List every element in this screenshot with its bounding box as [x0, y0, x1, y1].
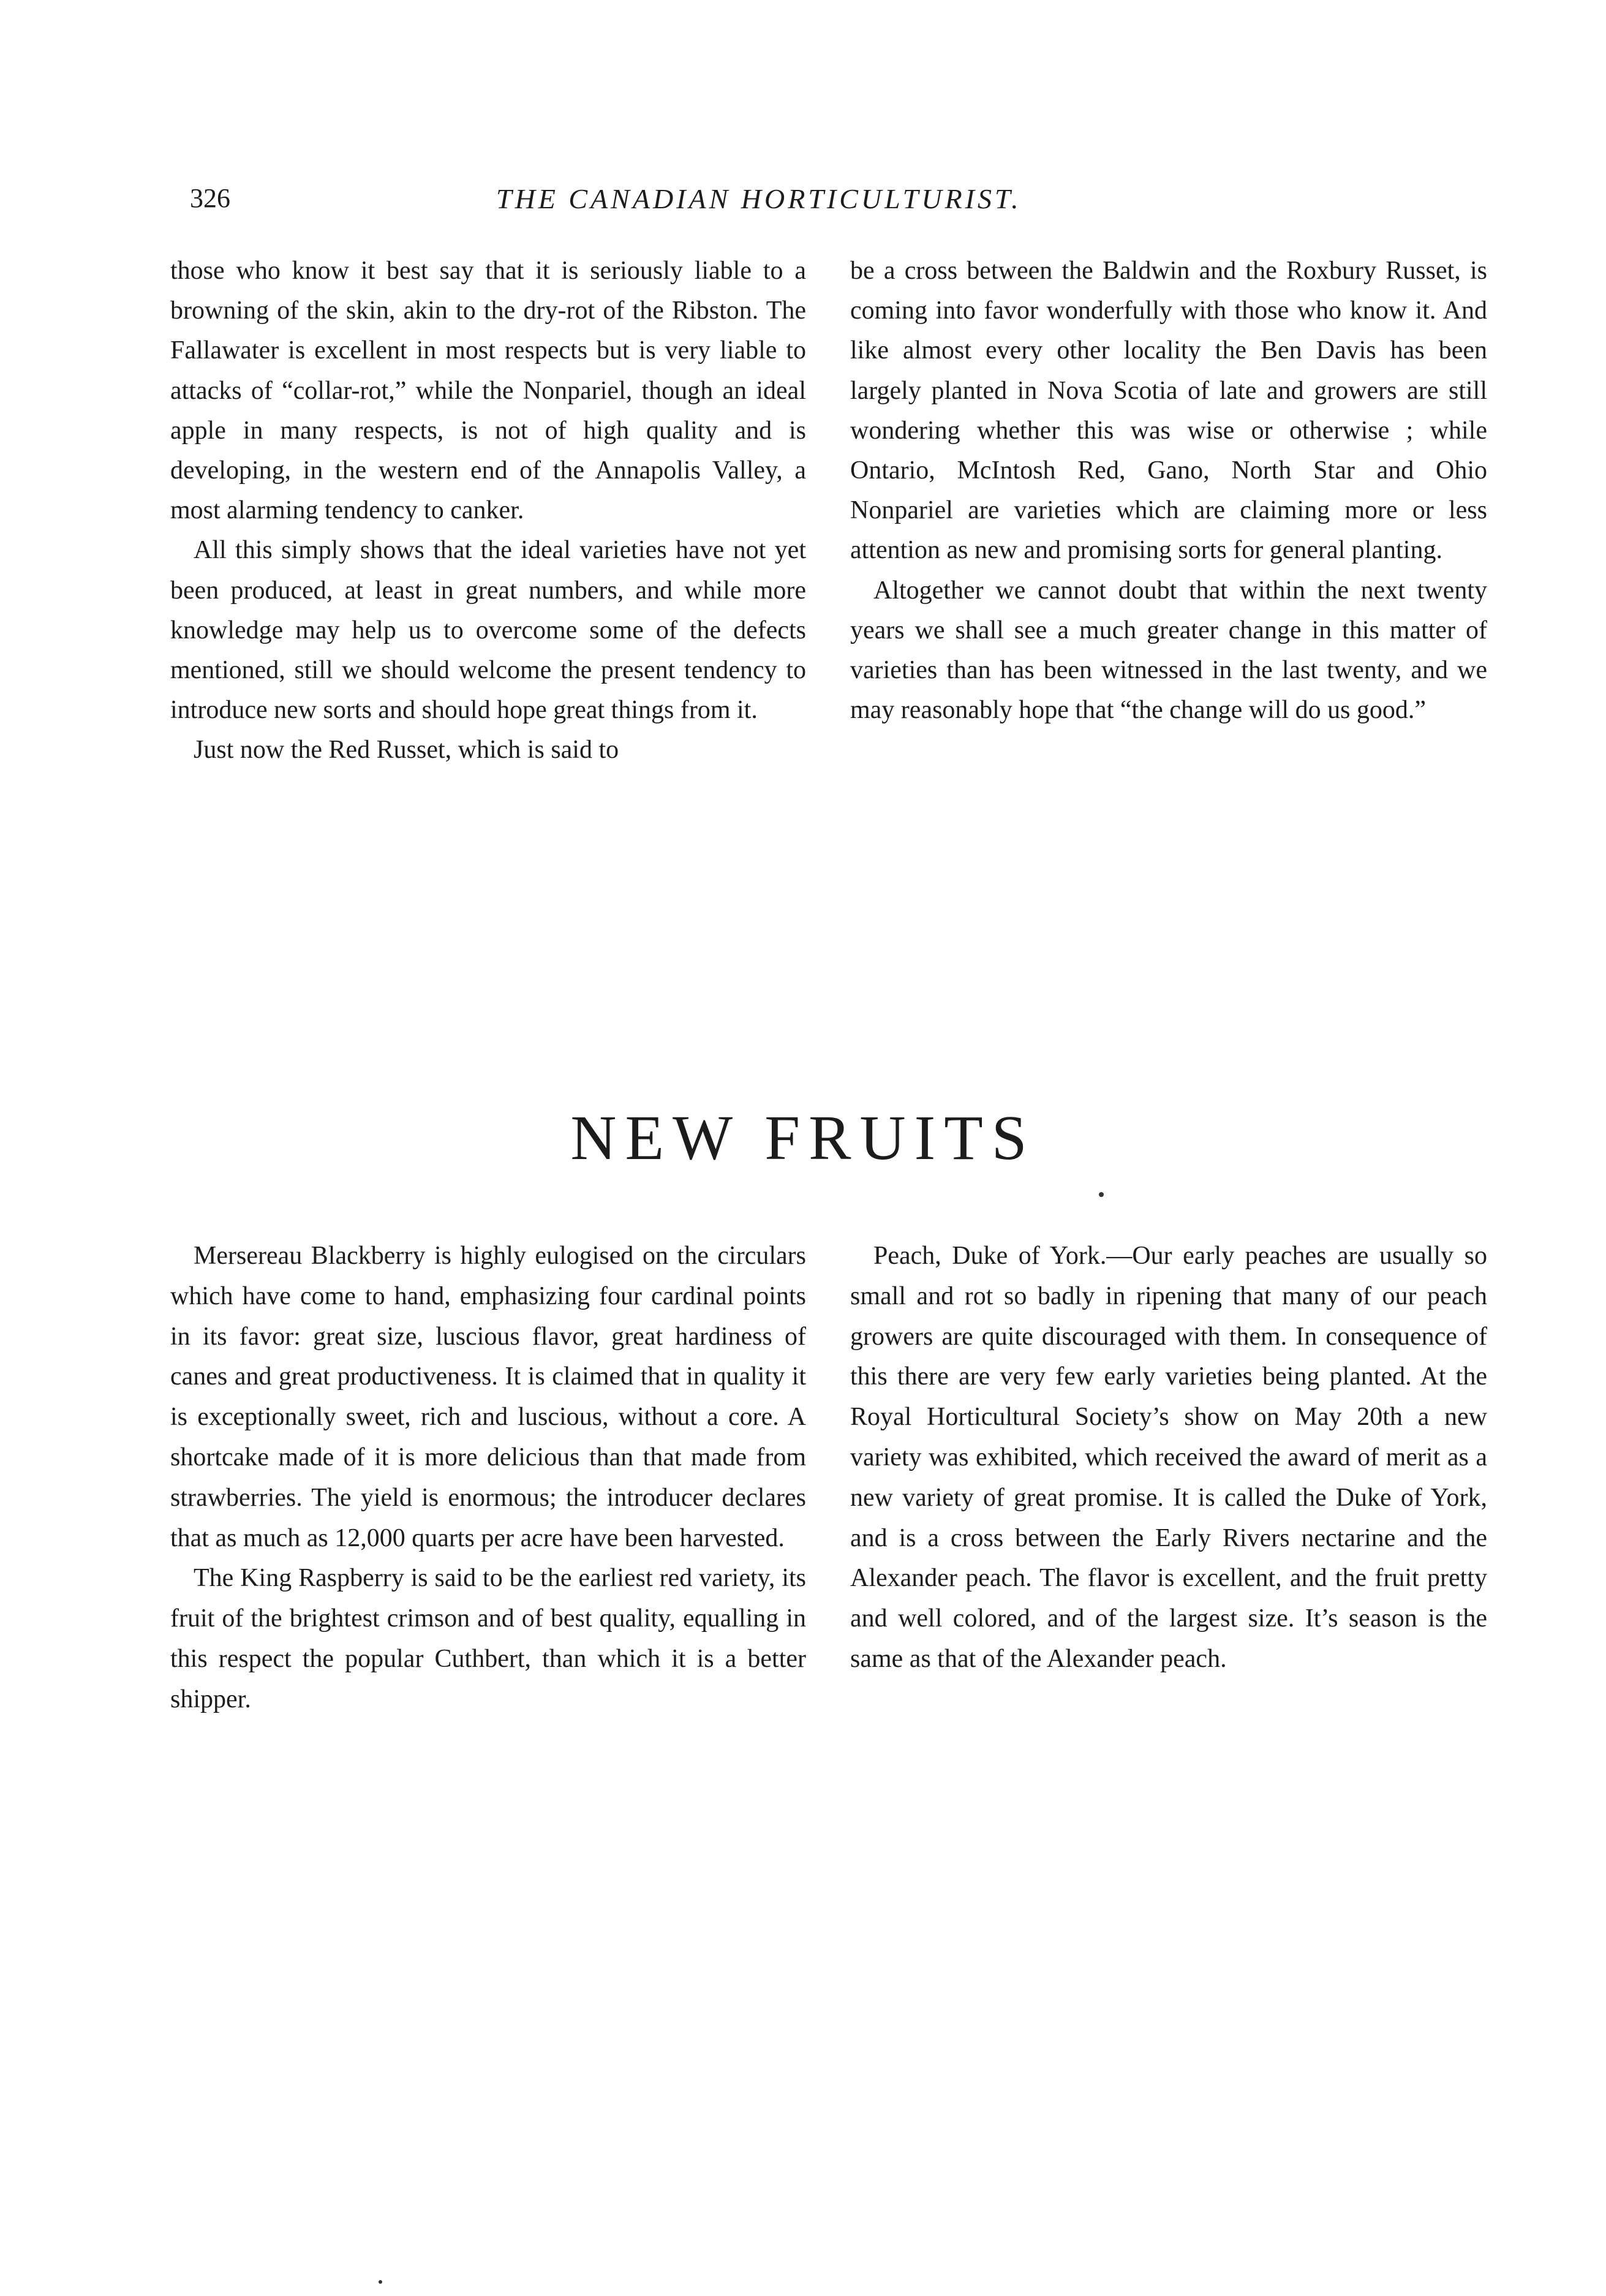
top-left-column: [170, 251, 806, 771]
paragraph: Just now the Red Russet, which is said to: [194, 736, 619, 765]
paragraph: Altogether we cannot doubt that within the next twenty years we shall see a much greater change in this matter of varieties than has been witnessed in the last twenty, and we may reasonably hope that “the change will do us good.”: [850, 576, 1487, 725]
paragraph: All this simply shows that the ideal varieties have not yet been produced, at least in great numbers, and while more knowledge may help us to overcome some of the defects mentioned, still we should welcome the present tendency to introduce new sorts and should hope great things from it.: [170, 536, 806, 725]
page-header: [190, 183, 1488, 225]
paragraph: be a cross between the Baldwin and the Roxbury Russet, is coming into favor wonderfully with those who know it. And like almost every other locality the Ben Davis has been largely planted in Nova Scotia of late and growers are still wondering whether this was wise or otherwise ; while Ontario, McIntosh Red, Gano, North Star and Ohio Nonpariel are varieties which are claiming more or less attention as new and promising sorts for general planting.: [850, 257, 1487, 565]
page-number: 326: [190, 183, 230, 213]
new-fruits-left-column: [170, 1236, 806, 1720]
paragraph: The King Raspberry is said to be the earliest red variety, its fruit of the brightest crimson and of best quality, equalling in this respect the popular Cuthbert, than which it is a better shipper.: [170, 1564, 806, 1713]
print-dot: [379, 2280, 382, 2284]
print-dot: [1099, 1192, 1104, 1197]
paragraph: Mersereau Blackberry is highly eulogised on the circulars which have come to hand, emphasizing four cardinal points in its favor: great size, luscious flavor, great hardiness of canes and great productiveness. It is claimed that in quality it is exceptionally sweet, rich and luscious, without a core. A shortcake made of it is more delicious than that made from strawberries. The yield is enormous; the introducer declares that as much as 12,000 quarts per acre have been harvested.: [170, 1242, 806, 1552]
running-title: THE CANADIAN HORTICULTURIST.: [496, 183, 1022, 214]
paragraph: Peach, Duke of York.—Our early peaches are usually so small and rot so badly in ripening that many of our peach growers are quite discouraged with them. In consequence of this there are very few early varieties being planted. At the Royal Horticultural Society’s show on May 20th a new variety was exhibited, which received the award of merit as a new variety of great promise. It is called the Duke of York, and is a cross between the Early Rivers nectarine and the Alexander peach. The flavor is excellent, and the fruit pretty and well colored, and of the largest size. It’s season is the same as that of the Alexander peach.: [850, 1242, 1487, 1673]
paragraph: those who know it best say that it is seriously liable to a browning of the skin, akin to the dry-rot of the Ribston. The Fallawater is excellent in most respects but is very liable to attacks of “collar-rot,” while the Nonpariel, though an ideal apple in many respects, is not of high quality and is developing, in the western end of the Annapolis Valley, a most alarming tendency to canker.: [170, 257, 806, 525]
top-right-column: [850, 251, 1487, 730]
section-heading: NEW FRUITS: [570, 1103, 1036, 1173]
new-fruits-right-column: [850, 1236, 1487, 1680]
